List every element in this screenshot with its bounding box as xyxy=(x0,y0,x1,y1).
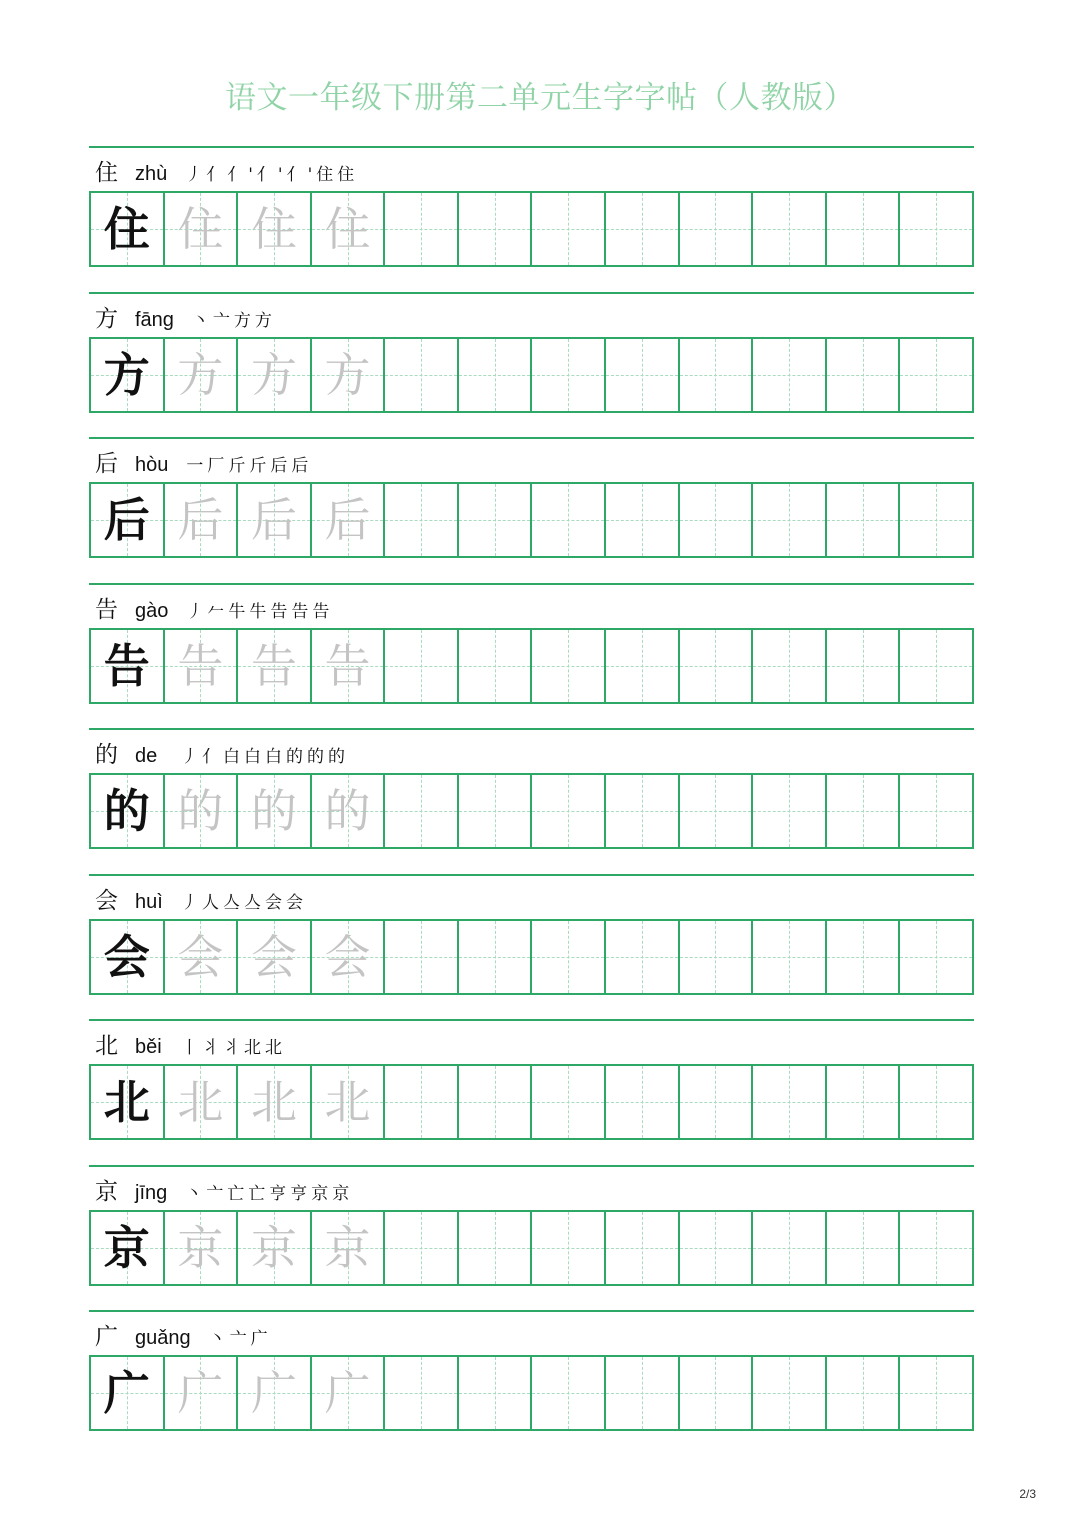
row-divider xyxy=(89,1310,974,1312)
trace-character: 的 xyxy=(324,784,371,838)
tian-grid xyxy=(89,628,974,704)
tian-grid xyxy=(89,919,974,995)
writing-cell[interactable] xyxy=(532,1066,606,1138)
stroke-order: 丶亠广 xyxy=(208,1329,272,1349)
writing-cell[interactable] xyxy=(680,1357,754,1429)
trace-character: 住 xyxy=(324,202,371,256)
practice-row xyxy=(89,728,974,852)
stroke-order: 丶亠方方 xyxy=(191,310,276,331)
tian-grid xyxy=(89,773,974,849)
trace-character: 方 xyxy=(177,347,224,402)
pinyin: guǎng xyxy=(135,1327,191,1349)
trace-cell xyxy=(165,339,239,411)
header-character: 住 xyxy=(95,160,118,186)
writing-cell[interactable] xyxy=(827,1066,901,1138)
writing-cell[interactable] xyxy=(753,1212,827,1284)
model-character: 住 xyxy=(103,202,150,256)
writing-cell[interactable] xyxy=(606,339,680,411)
writing-cell[interactable] xyxy=(680,193,754,265)
writing-cell[interactable] xyxy=(532,1212,606,1284)
writing-cell[interactable] xyxy=(680,339,754,411)
pinyin: zhù xyxy=(135,163,168,185)
trace-cell xyxy=(238,921,312,993)
row-divider xyxy=(89,728,974,730)
practice-row xyxy=(89,437,974,561)
trace-character: 方 xyxy=(250,347,297,402)
writing-cell[interactable] xyxy=(532,484,606,556)
trace-cell xyxy=(312,484,386,556)
trace-character: 的 xyxy=(177,784,224,838)
trace-character: 京 xyxy=(250,1220,297,1275)
writing-cell[interactable] xyxy=(606,484,680,556)
writing-cell[interactable] xyxy=(827,484,901,556)
trace-character: 北 xyxy=(250,1075,297,1129)
header-character: 北 xyxy=(95,1033,118,1059)
trace-character: 北 xyxy=(177,1075,224,1129)
page-title: 语文一年级下册第二单元生字字帖（人教版） xyxy=(225,80,855,116)
tian-grid xyxy=(89,337,974,413)
writing-cell[interactable] xyxy=(900,193,972,265)
writing-cell[interactable] xyxy=(385,775,459,847)
trace-character: 方 xyxy=(324,347,371,402)
practice-row xyxy=(89,146,974,270)
writing-cell[interactable] xyxy=(532,1357,606,1429)
row-header xyxy=(95,1027,286,1059)
writing-cell[interactable] xyxy=(459,921,533,993)
row-divider xyxy=(89,1019,974,1021)
writing-cell[interactable] xyxy=(827,630,901,702)
writing-cell[interactable] xyxy=(385,1066,459,1138)
stroke-order: 丶亠亡亡亨亨京京 xyxy=(185,1183,354,1204)
writing-cell[interactable] xyxy=(900,921,972,993)
writing-cell[interactable] xyxy=(680,775,754,847)
trace-cell xyxy=(312,630,386,702)
trace-cell xyxy=(238,484,312,556)
trace-cell xyxy=(165,630,239,702)
writing-cell[interactable] xyxy=(385,921,459,993)
row-divider xyxy=(89,292,974,294)
model-cell xyxy=(91,630,165,702)
trace-character: 京 xyxy=(324,1220,371,1275)
writing-cell[interactable] xyxy=(532,193,606,265)
writing-cell[interactable] xyxy=(459,775,533,847)
writing-cell[interactable] xyxy=(532,921,606,993)
trace-character: 告 xyxy=(177,638,224,693)
practice-row xyxy=(89,292,974,416)
writing-cell[interactable] xyxy=(900,484,972,556)
practice-row xyxy=(89,874,974,998)
writing-cell[interactable] xyxy=(827,921,901,993)
row-header xyxy=(95,882,307,914)
writing-cell[interactable] xyxy=(753,484,827,556)
model-character: 京 xyxy=(103,1220,150,1275)
trace-character: 后 xyxy=(324,493,371,547)
writing-cell[interactable] xyxy=(900,1212,972,1284)
writing-cell[interactable] xyxy=(827,193,901,265)
page-number: 2/3 xyxy=(1019,1487,1036,1501)
writing-cell[interactable] xyxy=(385,339,459,411)
writing-cell[interactable] xyxy=(753,921,827,993)
tian-grid xyxy=(89,191,974,267)
tian-grid xyxy=(89,1355,974,1431)
trace-cell xyxy=(165,484,239,556)
trace-cell xyxy=(238,630,312,702)
stroke-order: 丿亻白白白的的的 xyxy=(181,747,349,767)
writing-cell[interactable] xyxy=(606,1212,680,1284)
trace-cell xyxy=(238,775,312,847)
trace-cell xyxy=(238,1357,312,1429)
writing-cell[interactable] xyxy=(385,1212,459,1284)
model-character: 的 xyxy=(103,784,150,838)
trace-character: 会 xyxy=(177,929,224,984)
trace-character: 的 xyxy=(250,784,297,838)
writing-cell[interactable] xyxy=(900,1066,972,1138)
trace-cell xyxy=(165,1357,239,1429)
pinyin: běi xyxy=(135,1036,162,1058)
trace-cell xyxy=(312,775,386,847)
trace-cell xyxy=(238,339,312,411)
model-character: 广 xyxy=(103,1366,150,1420)
writing-cell[interactable] xyxy=(459,630,533,702)
trace-character: 住 xyxy=(177,202,224,256)
writing-cell[interactable] xyxy=(680,1212,754,1284)
writing-cell[interactable] xyxy=(606,630,680,702)
trace-cell xyxy=(238,193,312,265)
trace-cell xyxy=(312,1066,386,1138)
writing-cell[interactable] xyxy=(680,921,754,993)
trace-character: 后 xyxy=(177,493,224,547)
writing-cell[interactable] xyxy=(753,775,827,847)
header-character: 广 xyxy=(95,1324,118,1350)
header-character: 后 xyxy=(95,451,118,477)
row-divider xyxy=(89,874,974,876)
row-divider xyxy=(89,437,974,439)
trace-cell xyxy=(165,921,239,993)
model-character: 告 xyxy=(103,638,150,693)
writing-cell[interactable] xyxy=(385,1357,459,1429)
writing-cell[interactable] xyxy=(606,1357,680,1429)
trace-character: 广 xyxy=(250,1366,297,1420)
pinyin: de xyxy=(135,745,158,767)
model-cell xyxy=(91,339,165,411)
stroke-order: 丿𠂉牛牛告告告 xyxy=(186,601,334,622)
trace-character: 广 xyxy=(177,1366,224,1420)
writing-cell[interactable] xyxy=(606,193,680,265)
tian-grid xyxy=(89,1210,974,1286)
trace-cell xyxy=(165,1066,239,1138)
stroke-order: 一厂斤斤后后 xyxy=(186,456,313,476)
writing-cell[interactable] xyxy=(606,775,680,847)
writing-cell[interactable] xyxy=(900,630,972,702)
writing-cell[interactable] xyxy=(606,1066,680,1138)
pinyin: fāng xyxy=(135,308,174,331)
model-cell xyxy=(91,193,165,265)
trace-cell xyxy=(165,1212,239,1284)
trace-cell xyxy=(238,1066,312,1138)
trace-cell xyxy=(312,1357,386,1429)
writing-cell[interactable] xyxy=(827,775,901,847)
writing-cell[interactable] xyxy=(680,630,754,702)
trace-character: 京 xyxy=(177,1220,224,1275)
trace-character: 广 xyxy=(324,1366,371,1420)
writing-cell[interactable] xyxy=(753,1066,827,1138)
writing-cell[interactable] xyxy=(385,630,459,702)
trace-cell xyxy=(312,339,386,411)
tian-grid xyxy=(89,1064,974,1140)
writing-cell[interactable] xyxy=(753,339,827,411)
writing-cell[interactable] xyxy=(532,339,606,411)
header-character: 京 xyxy=(95,1178,118,1205)
trace-character: 会 xyxy=(324,929,371,984)
row-header xyxy=(95,154,358,186)
trace-character: 住 xyxy=(250,202,297,256)
trace-character: 后 xyxy=(250,493,297,547)
model-cell xyxy=(91,1357,165,1429)
writing-cell[interactable] xyxy=(827,339,901,411)
practice-row xyxy=(89,1165,974,1289)
writing-cell[interactable] xyxy=(680,484,754,556)
writing-cell[interactable] xyxy=(459,1066,533,1138)
row-header xyxy=(95,591,333,623)
pinyin: gào xyxy=(135,599,169,622)
trace-cell xyxy=(312,921,386,993)
writing-cell[interactable] xyxy=(680,1066,754,1138)
row-divider xyxy=(89,583,974,585)
writing-cell[interactable] xyxy=(900,775,972,847)
model-character: 方 xyxy=(103,347,150,402)
model-cell xyxy=(91,1212,165,1284)
model-cell xyxy=(91,775,165,847)
row-divider xyxy=(89,1165,974,1167)
practice-row xyxy=(89,583,974,707)
trace-character: 会 xyxy=(250,929,297,984)
stroke-order: 丨丬丬北北 xyxy=(181,1038,286,1058)
writing-cell[interactable] xyxy=(385,193,459,265)
trace-character: 告 xyxy=(324,638,371,693)
practice-row xyxy=(89,1310,974,1434)
row-header xyxy=(95,300,276,332)
model-cell xyxy=(91,921,165,993)
trace-cell xyxy=(312,1212,386,1284)
writing-cell[interactable] xyxy=(827,1357,901,1429)
writing-cell[interactable] xyxy=(532,775,606,847)
writing-cell[interactable] xyxy=(753,630,827,702)
pinyin: huì xyxy=(135,890,163,913)
model-character: 北 xyxy=(103,1075,150,1129)
trace-cell xyxy=(238,1212,312,1284)
tian-grid xyxy=(89,482,974,558)
model-character: 会 xyxy=(103,929,150,984)
header-character: 会 xyxy=(95,887,118,914)
writing-cell[interactable] xyxy=(900,1357,972,1429)
trace-character: 北 xyxy=(324,1075,371,1129)
stroke-order: 丿亻亻'亻'亻'住住 xyxy=(185,165,359,185)
practice-row xyxy=(89,1019,974,1143)
trace-character: 告 xyxy=(250,638,297,693)
row-header xyxy=(95,736,349,768)
model-cell xyxy=(91,484,165,556)
writing-cell[interactable] xyxy=(459,193,533,265)
header-character: 方 xyxy=(95,305,118,332)
stroke-order: 丿人亼亼会会 xyxy=(181,892,307,913)
writing-cell[interactable] xyxy=(606,921,680,993)
pinyin: hòu xyxy=(135,454,169,476)
writing-cell[interactable] xyxy=(459,484,533,556)
pinyin: jīng xyxy=(135,1181,168,1204)
writing-cell[interactable] xyxy=(900,339,972,411)
writing-cell[interactable] xyxy=(827,1212,901,1284)
writing-cell[interactable] xyxy=(459,1212,533,1284)
writing-cell[interactable] xyxy=(459,1357,533,1429)
trace-cell xyxy=(165,193,239,265)
model-character: 后 xyxy=(103,493,150,547)
row-header xyxy=(95,1318,272,1350)
trace-cell xyxy=(312,193,386,265)
writing-cell[interactable] xyxy=(385,484,459,556)
writing-cell[interactable] xyxy=(753,193,827,265)
writing-cell[interactable] xyxy=(459,339,533,411)
row-header xyxy=(95,445,312,477)
trace-cell xyxy=(165,775,239,847)
row-divider xyxy=(89,146,974,148)
writing-cell[interactable] xyxy=(532,630,606,702)
writing-cell[interactable] xyxy=(753,1357,827,1429)
row-header xyxy=(95,1173,353,1205)
header-character: 的 xyxy=(95,742,118,768)
model-cell xyxy=(91,1066,165,1138)
header-character: 告 xyxy=(95,596,118,623)
